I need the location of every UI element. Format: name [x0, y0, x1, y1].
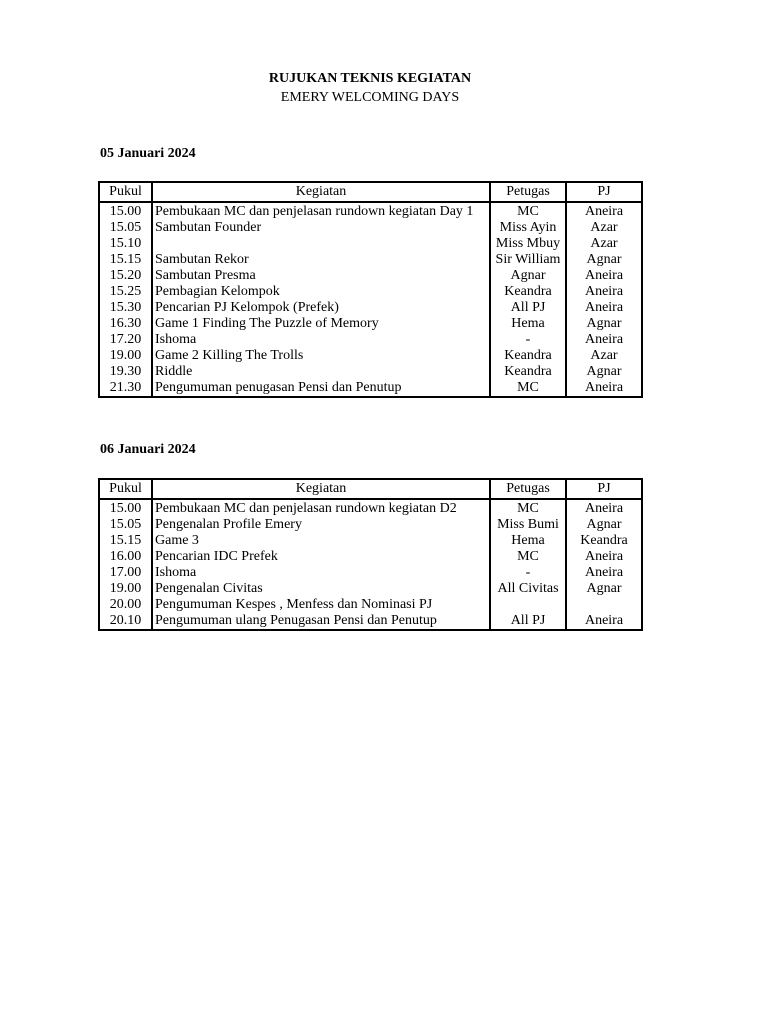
cell-pj: Aneira	[584, 613, 624, 628]
cell-kegiatan: Riddle	[152, 364, 490, 380]
column-header-petugas: Petugas	[490, 479, 566, 499]
cell-pukul: 17.00	[99, 565, 152, 581]
table-row	[99, 565, 642, 581]
cell-pukul: 19.30	[99, 364, 152, 380]
cell-pj: Aneira	[584, 268, 624, 283]
cell-petugas: Miss Mbuy	[490, 236, 566, 252]
cell-pukul: 20.00	[99, 597, 152, 613]
cell-pukul: 20.10	[99, 613, 152, 630]
cell-petugas: Keandra	[490, 348, 566, 364]
table-row	[99, 220, 642, 236]
cell-petugas: Miss Ayin	[490, 220, 566, 236]
cell-pukul: 17.20	[99, 332, 152, 348]
table-row	[99, 300, 642, 316]
table-row	[99, 252, 642, 268]
table-row	[99, 533, 642, 549]
cell-pj: Azar	[590, 348, 618, 363]
cell-petugas: Sir William	[490, 252, 566, 268]
cell-kegiatan: Game 3	[152, 533, 490, 549]
table-row	[99, 284, 642, 300]
column-header-pj: PJ	[566, 182, 642, 202]
column-header-pukul: Pukul	[99, 182, 152, 202]
cell-pukul: 15.15	[99, 252, 152, 268]
cell-kegiatan: Pembagian Kelompok	[152, 284, 490, 300]
cell-pukul: 15.05	[99, 220, 152, 236]
column-header-kegiatan: Kegiatan	[152, 479, 490, 499]
table-row	[99, 236, 642, 252]
cell-pj: Azar	[590, 220, 618, 235]
cell-petugas: -	[490, 565, 566, 581]
cell-pj: Azar	[590, 236, 618, 251]
page-subtitle: EMERY WELCOMING DAYS	[280, 90, 460, 105]
table-row	[99, 364, 642, 380]
date-heading-day-1: 05 Januari 2024	[100, 146, 196, 161]
cell-pukul: 15.20	[99, 268, 152, 284]
table-row	[99, 332, 642, 348]
cell-pj: Aneira	[584, 549, 624, 564]
table-row	[99, 268, 642, 284]
table-row	[99, 348, 642, 364]
cell-pukul: 15.10	[99, 236, 152, 252]
cell-pj: Aneira	[584, 204, 624, 219]
cell-kegiatan	[152, 236, 490, 252]
cell-pj: Agnar	[586, 517, 622, 532]
cell-kegiatan: Sambutan Founder	[152, 220, 490, 236]
cell-petugas: MC	[490, 380, 566, 397]
table-header-row	[99, 182, 642, 202]
cell-pukul: 15.05	[99, 517, 152, 533]
table-row	[99, 613, 642, 630]
cell-kegiatan: Pengenalan Civitas	[152, 581, 490, 597]
cell-petugas: All PJ	[490, 613, 566, 630]
cell-petugas	[490, 597, 566, 613]
cell-petugas: All PJ	[490, 300, 566, 316]
column-header-pj: PJ	[566, 479, 642, 499]
cell-kegiatan: Ishoma	[152, 565, 490, 581]
cell-pukul: 16.00	[99, 549, 152, 565]
cell-kegiatan: Pengumuman penugasan Pensi dan Penutup	[152, 380, 490, 397]
schedule-table-day-2	[98, 478, 643, 631]
cell-kegiatan: Pembukaan MC dan penjelasan rundown kegiatan D2	[152, 499, 490, 517]
cell-kegiatan: Pembukaan MC dan penjelasan rundown kegiatan Day 1	[152, 202, 490, 220]
cell-petugas: Agnar	[490, 268, 566, 284]
cell-pukul: 15.25	[99, 284, 152, 300]
cell-kegiatan: Game 1 Finding The Puzzle of Memory	[152, 316, 490, 332]
cell-kegiatan: Sambutan Presma	[152, 268, 490, 284]
cell-petugas: All Civitas	[490, 581, 566, 597]
cell-pj: Aneira	[584, 380, 624, 395]
cell-pj: Aneira	[584, 565, 624, 580]
date-heading-day-2: 06 Januari 2024	[100, 442, 196, 457]
cell-pj: Aneira	[584, 284, 624, 299]
cell-pj: Agnar	[586, 581, 622, 596]
cell-pukul: 15.15	[99, 533, 152, 549]
cell-petugas: MC	[490, 499, 566, 517]
table-row	[99, 517, 642, 533]
cell-kegiatan: Game 2 Killing The Trolls	[152, 348, 490, 364]
cell-kegiatan: Pencarian IDC Prefek	[152, 549, 490, 565]
cell-petugas: -	[490, 332, 566, 348]
cell-kegiatan: Ishoma	[152, 332, 490, 348]
cell-pj: Aneira	[584, 332, 624, 347]
cell-pj: Agnar	[586, 364, 622, 379]
cell-petugas: MC	[490, 549, 566, 565]
column-header-petugas: Petugas	[490, 182, 566, 202]
table-row	[99, 499, 642, 517]
cell-kegiatan: Pengenalan Profile Emery	[152, 517, 490, 533]
cell-petugas: MC	[490, 202, 566, 220]
cell-petugas: Miss Bumi	[490, 517, 566, 533]
cell-pukul: 15.00	[99, 202, 152, 220]
cell-pukul: 15.30	[99, 300, 152, 316]
cell-pj: Keandra	[580, 533, 628, 548]
cell-pukul: 21.30	[99, 380, 152, 397]
cell-petugas: Hema	[490, 533, 566, 549]
cell-pj: Agnar	[586, 316, 622, 331]
cell-petugas: Keandra	[490, 284, 566, 300]
cell-pj: Aneira	[584, 300, 624, 315]
cell-petugas: Keandra	[490, 364, 566, 380]
page-title: RUJUKAN TEKNIS KEGIATAN	[268, 71, 472, 86]
cell-kegiatan: Pencarian PJ Kelompok (Prefek)	[152, 300, 490, 316]
cell-pukul: 15.00	[99, 499, 152, 517]
cell-pukul: 16.30	[99, 316, 152, 332]
cell-pj: Aneira	[584, 501, 624, 516]
cell-kegiatan: Sambutan Rekor	[152, 252, 490, 268]
table-row	[99, 380, 642, 397]
cell-petugas: Hema	[490, 316, 566, 332]
schedule-table-day-1	[98, 181, 643, 398]
column-header-kegiatan: Kegiatan	[152, 182, 490, 202]
cell-kegiatan: Pengumuman ulang Penugasan Pensi dan Penutup	[152, 613, 490, 630]
table-row	[99, 597, 642, 613]
table-header-row	[99, 479, 642, 499]
cell-pukul: 19.00	[99, 348, 152, 364]
table-row	[99, 549, 642, 565]
column-header-pukul: Pukul	[99, 479, 152, 499]
cell-pj	[566, 597, 642, 613]
table-row	[99, 581, 642, 597]
table-row	[99, 202, 642, 220]
cell-kegiatan: Pengumuman Kespes , Menfess dan Nominasi PJ	[152, 597, 490, 613]
table-row	[99, 316, 642, 332]
cell-pukul: 19.00	[99, 581, 152, 597]
cell-pj: Agnar	[586, 252, 622, 267]
